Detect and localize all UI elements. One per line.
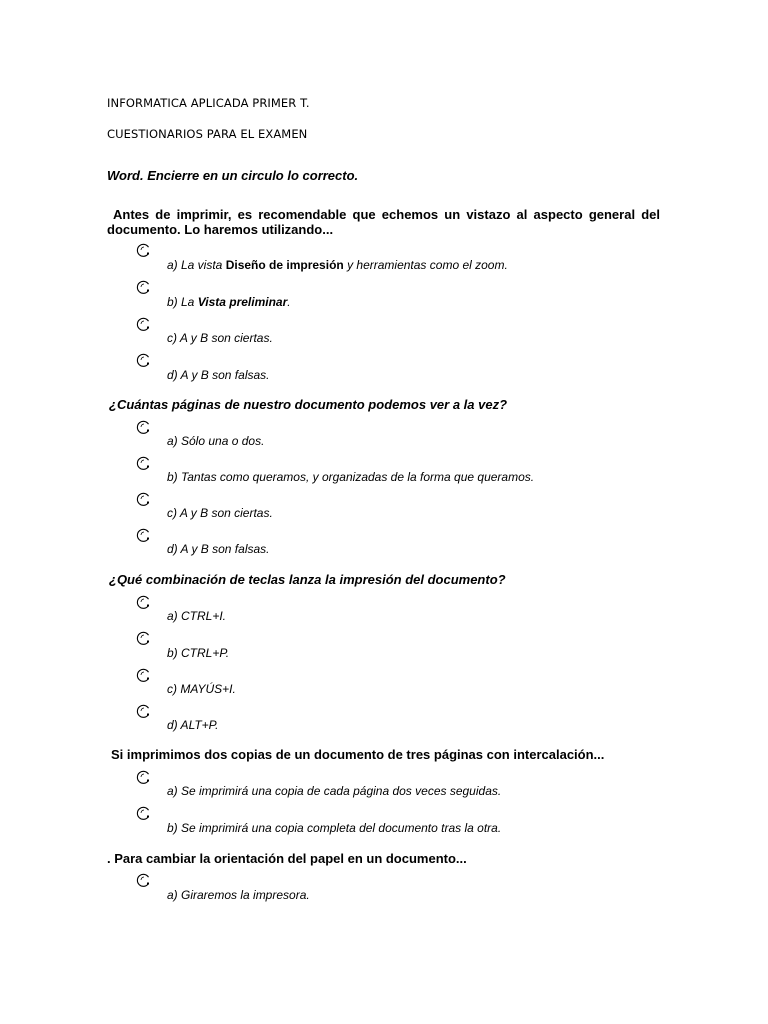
radio-option-icon[interactable] [136, 769, 152, 785]
exam-subtitle: CUESTIONARIOS PARA EL EXAMEN [107, 127, 308, 141]
option-2c: c) A y B son ciertas. [167, 506, 273, 520]
radio-option-icon[interactable] [136, 455, 152, 471]
option-1d: d) A y B son falsas. [167, 368, 270, 382]
option-2b: b) Tantas como queramos, y organizadas de la forma que queramos. [167, 470, 535, 484]
option-3c: c) MAYÚS+I. [167, 682, 236, 696]
option-2d: d) A y B son falsas. [167, 542, 270, 556]
option-1a: a) La vista Diseño de impresión y herramientas como el zoom. [167, 258, 508, 272]
option-2a: a) Sólo una o dos. [167, 434, 265, 448]
question-4: Si imprimimos dos copias de un documento de tres páginas con intercalación... [111, 747, 605, 762]
radio-option-icon[interactable] [136, 667, 152, 683]
radio-option-icon[interactable] [136, 805, 152, 821]
course-title: INFORMATICA APLICADA PRIMER T. [107, 96, 310, 110]
radio-option-icon[interactable] [136, 491, 152, 507]
radio-option-icon[interactable] [136, 527, 152, 543]
section-instructions: Word. Encierre en un circulo lo correcto. [107, 168, 359, 183]
radio-option-icon[interactable] [136, 352, 152, 368]
radio-option-icon[interactable] [136, 594, 152, 610]
radio-option-icon[interactable] [136, 279, 152, 295]
question-2: ¿Cuántas páginas de nuestro documento podemos ver a la vez? [109, 397, 508, 412]
option-4b: b) Se imprimirá una copia completa del documento tras la otra. [167, 821, 502, 835]
radio-option-icon[interactable] [136, 872, 152, 888]
question-1-line-2: documento. Lo haremos utilizando... [107, 222, 334, 237]
option-3b: b) CTRL+P. [167, 646, 230, 660]
question-1 [107, 207, 660, 237]
option-1b: b) La Vista preliminar. [167, 295, 291, 309]
radio-option-icon[interactable] [136, 242, 152, 258]
radio-option-icon[interactable] [136, 703, 152, 719]
question-1-line-1: Antes de imprimir, es recomendable que echemos un vistazo al aspecto general del [113, 207, 660, 222]
option-3a: a) CTRL+I. [167, 609, 227, 623]
question-5: . Para cambiar la orientación del papel en un documento... [107, 851, 467, 866]
radio-option-icon[interactable] [136, 316, 152, 332]
radio-option-icon[interactable] [136, 419, 152, 435]
question-3: ¿Qué combinación de teclas lanza la impresión del documento? [109, 572, 506, 587]
radio-option-icon[interactable] [136, 630, 152, 646]
option-5a: a) Giraremos la impresora. [167, 888, 310, 902]
option-4a: a) Se imprimirá una copia de cada página dos veces seguidas. [167, 784, 502, 798]
option-3d: d) ALT+P. [167, 718, 219, 732]
option-1c: c) A y B son ciertas. [167, 331, 273, 345]
